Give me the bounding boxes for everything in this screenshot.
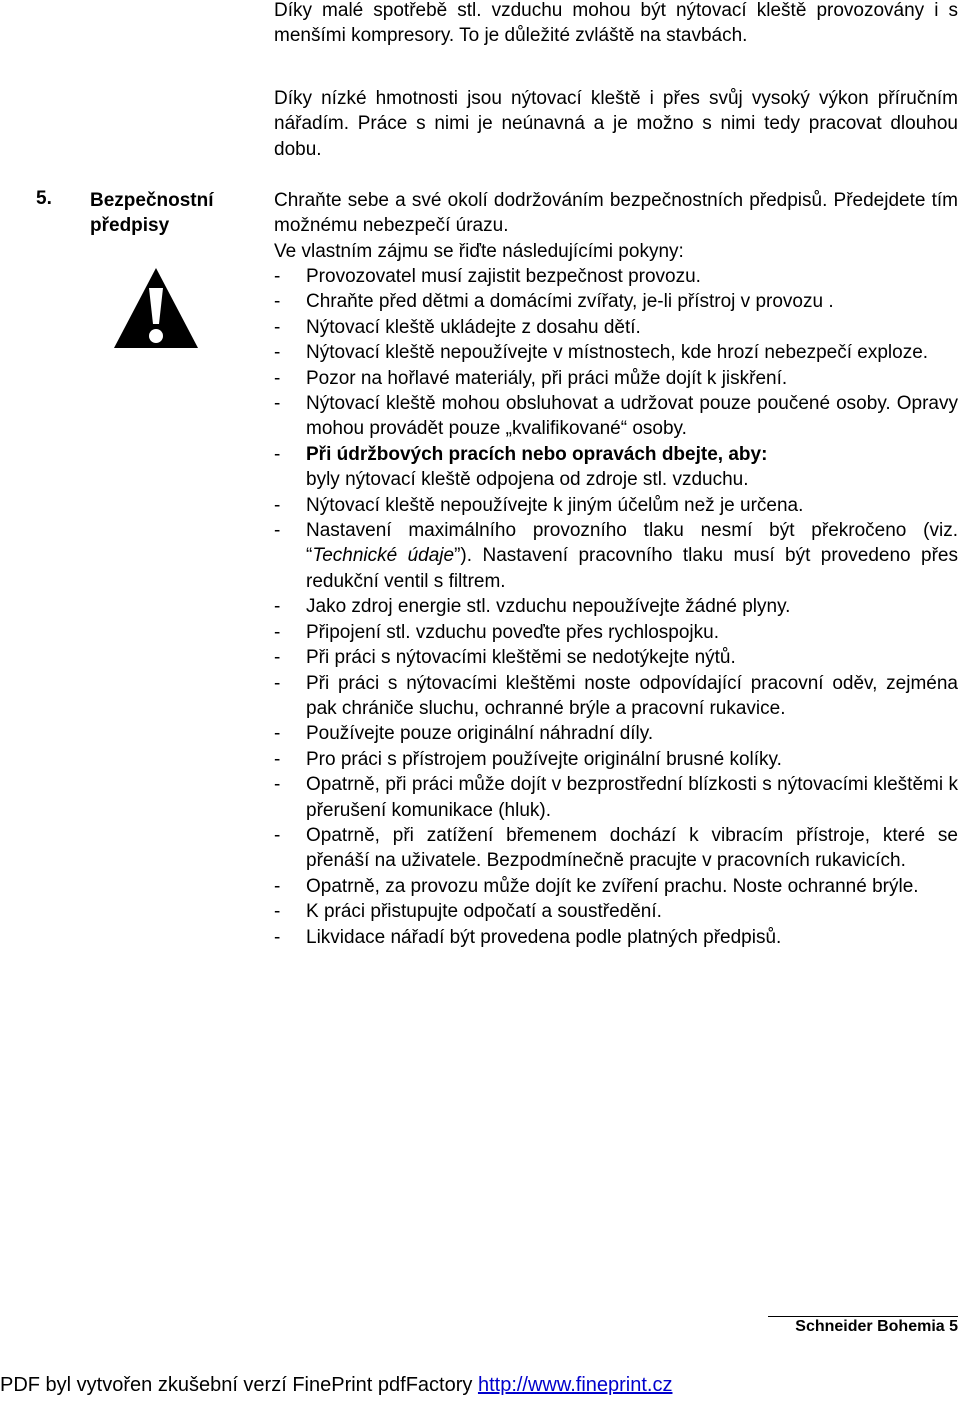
list-item: - Nýtovací kleště ukládejte z dosahu dětí. [274, 315, 958, 340]
safety-rules-list [274, 264, 958, 950]
list-item: - Likvidace nářadí být provedena podle platných předpisů. [274, 925, 958, 950]
list-dash: - [274, 367, 281, 389]
list-item: - Opatrně, za provozu může dojít ke zvíření prachu. Noste ochranné brýle. [274, 874, 958, 899]
list-item: - Připojení stl. vzduchu poveďte přes rychlospojku. [274, 620, 958, 645]
list-dash: - [274, 342, 281, 364]
list-item: - Pro práci s přístrojem používejte originální brusné kolíky. [274, 747, 958, 772]
section-lead-1: Chraňte sebe a své okolí dodržováním bezpečnostních předpisů. Předejdete tím možnému nebezpečí úrazu. [274, 190, 958, 237]
list-dash: - [274, 291, 281, 313]
list-item: - Opatrně, při práci může dojít v bezprostřední blízkosti s nýtovacími kleštěmi k přerušení komunikace (hluk). [274, 774, 958, 821]
list-dash: - [274, 875, 281, 897]
list-item: - K práci přistupujte odpočatí a soustředění. [274, 899, 958, 924]
pdf-banner [0, 1374, 672, 1397]
list-dash: - [274, 647, 281, 669]
maintenance-bold-title: Při údržbových pracích nebo opravách dbejte, aby: [306, 443, 768, 465]
list-dash: - [274, 494, 281, 516]
list-item: - Používejte pouze originální náhradní díly. [274, 721, 958, 746]
list-dash: - [274, 926, 281, 948]
list-item: - Chraňte před dětmi a domácími zvířaty, je-li přístroj v provozu . [274, 289, 958, 314]
section-lead-2: Ve vlastním zájmu se řiďte následujícími pokyny: [274, 241, 684, 262]
list-dash: - [274, 901, 281, 923]
list-item-maintenance [274, 442, 958, 493]
section-title [90, 188, 240, 239]
list-item-pressure: - Nastavení maximálního provozního tlaku nesmí být překročeno (viz. “Technické údaje”). Nastavení pracovního tlaku musí být provedeno přes redukční ventil s filtrem. [274, 520, 958, 592]
list-item: - Nýtovací kleště nepoužívejte k jiným účelům než je určena. [274, 493, 958, 518]
intro-paragraph-2: Díky nízké hmotnosti jsou nýtovací kleště i přes svůj vysoký výkon příručním nářadím. Práce s nimi je neúnavná a je možno s nimi tedy pracovat dlouhou dobu. [274, 88, 958, 160]
list-dash: - [274, 316, 281, 338]
section-number: 5. [36, 188, 52, 209]
list-dash: - [274, 266, 281, 287]
section-title-line1: Bezpečnostní [90, 190, 214, 211]
list-dash: - [274, 723, 281, 745]
list-item: - Nýtovací kleště nepoužívejte v místnostech, kde hrozí nebezpečí exploze. [274, 340, 958, 365]
maintenance-rest: byly nýtovací kleště odpojena od zdroje stl. vzduchu. [306, 469, 749, 491]
list-item: - Jako zdroj energie stl. vzduchu nepoužívejte žádné plyny. [274, 594, 958, 619]
list-item: - Nýtovací kleště mohou obsluhovat a udržovat pouze poučené osoby. Opravy mohou provádět pouze „kvalifikované“ osoby. [274, 393, 958, 440]
list-dash: - [274, 393, 281, 415]
intro-paragraph-1: Díky malé spotřebě stl. vzduchu mohou být nýtovací kleště provozovány i s menšími kompresory. To je důležité zvláště na stavbách. [274, 0, 958, 47]
list-item: - Provozovatel musí zajistit bezpečnost provozu. [274, 264, 958, 289]
section-title-line2: předpisy [90, 215, 170, 237]
list-item: - Při práci s nýtovacími kleštěmi noste odpovídající pracovní oděv, zejména pak chrániče sluchu, ochranné brýle a pracovní rukavice. [274, 672, 958, 719]
pdf-banner-text: PDF byl vytvořen zkušební verzí FinePrint pdfFactory [0, 1374, 478, 1396]
list-dash: - [274, 443, 281, 465]
list-dash: - [274, 748, 281, 770]
list-item: - Při práci s nýtovacími kleštěmi se nedotýkejte nýtů. [274, 645, 958, 670]
list-dash: - [274, 672, 281, 694]
list-dash: - [274, 520, 281, 542]
footer-rule [768, 1316, 958, 1317]
technical-data-reference: Technické údaje [312, 545, 455, 567]
list-item: - Opatrně, při zatížení břemenem dochází k vibracím přístroje, které se přenáší na uživatele. Bezpodmínečně pracujte v pracovních rukavicích. [274, 824, 958, 872]
pdf-banner-link[interactable]: http://www.fineprint.cz [477, 1374, 673, 1396]
list-dash: - [274, 621, 281, 643]
warning-triangle-icon [112, 266, 200, 350]
list-dash: - [274, 774, 281, 796]
list-dash: - [274, 824, 281, 846]
list-dash: - [274, 596, 281, 618]
footer-text: Schneider Bohemia 5 [795, 1318, 958, 1335]
list-item: - Pozor na hořlavé materiály, při práci může dojít k jiskření. [274, 366, 958, 391]
